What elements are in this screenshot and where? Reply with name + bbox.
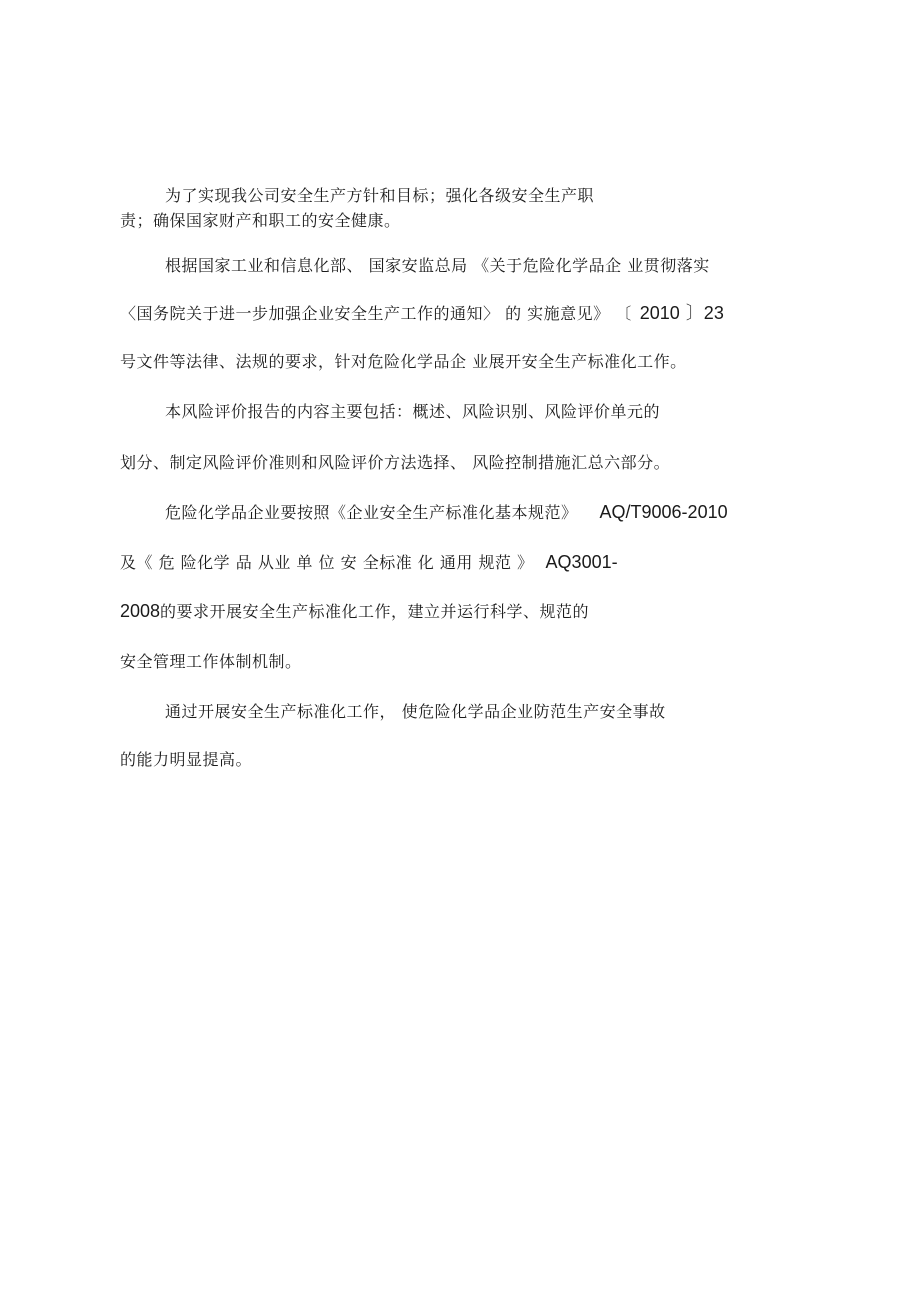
paragraph-4-line-2-text: 及《 危 险化学 品 从业 单 位 安 全标准 化 通用 规范 》 — [120, 553, 534, 572]
paragraph-4-standard-code-1: AQ/T9006-2010 — [599, 502, 728, 522]
paragraph-5-line-1: 通过开展安全生产标准化工作， 使危险化学品企业防范生产安全事故 — [165, 702, 666, 721]
paragraph-4-line-2 — [120, 552, 618, 573]
paragraph-4-standard-code-2: AQ3001- — [545, 552, 618, 572]
paragraph-5-line-2: 的能力明显提高。 — [120, 750, 253, 769]
paragraph-3-line-1: 本风险评价报告的内容主要包括：概述、风险识别、风险评价单元的 — [165, 402, 661, 421]
paragraph-2-line-2-text: 〈国务院关于进一步加强企业安全生产工作的通知〉 的 实施意见》 〔 — [120, 304, 632, 323]
paragraph-2-year: 2010 — [639, 303, 680, 323]
paragraph-2-line-3: 号文件等法律、法规的要求，针对危险化学品企 业展开安全生产标准化工作。 — [120, 352, 687, 371]
paragraph-4-standard-year: 2008 — [120, 601, 161, 621]
paragraph-2-doc-number: 〕23 — [685, 303, 724, 323]
paragraph-4-line-3-text: 的要求开展安全生产标准化工作，建立并运行科学、规范的 — [160, 602, 590, 621]
paragraph-1-line-1: 为了实现我公司安全生产方针和目标；强化各级安全生产职 — [165, 186, 595, 205]
paragraph-4-line-1 — [165, 502, 728, 523]
paragraph-2-line-2 — [120, 303, 724, 324]
paragraph-3-line-2: 划分、制定风险评价准则和风险评价方法选择、 风险控制措施汇总六部分。 — [120, 453, 671, 472]
paragraph-1-line-2: 责；确保国家财产和职工的安全健康。 — [120, 211, 401, 230]
paragraph-4-line-1-text: 危险化学品企业要按照《企业安全生产标准化基本规范》 — [165, 503, 578, 522]
paragraph-2-line-1: 根据国家工业和信息化部、 国家安监总局 《关于危险化学品企 业贯彻落实 — [165, 256, 710, 275]
paragraph-4-line-3 — [120, 601, 589, 622]
paragraph-4-line-4: 安全管理工作体制机制。 — [120, 652, 302, 671]
